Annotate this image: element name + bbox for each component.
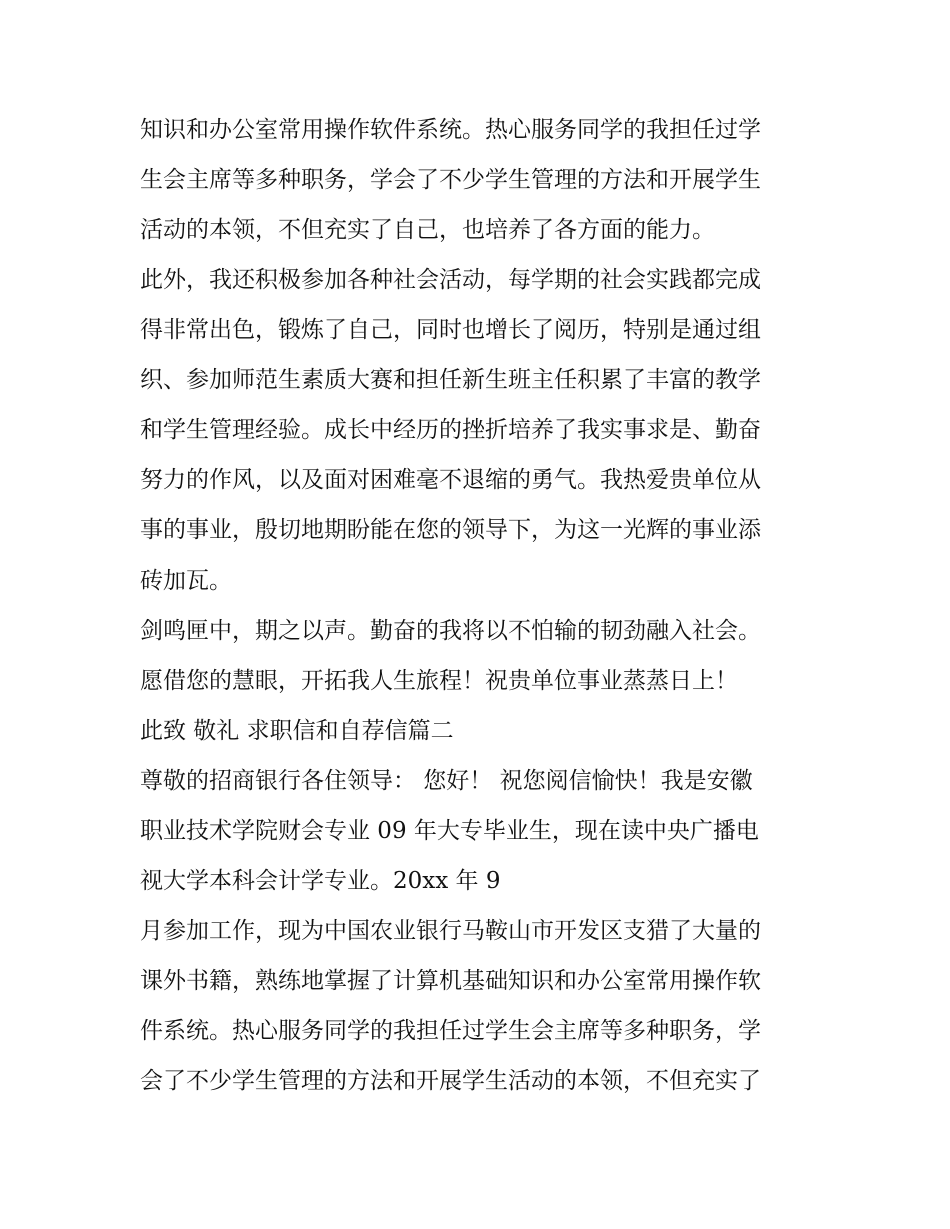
text-line: 知识和办公室常用操作软件系统。热心服务同学的我担任过学 (140, 117, 761, 143)
text-line: 剑鸣匣中，期之以声。勤奋的我将以不怕输的韧劲融入社会。 (140, 618, 761, 644)
text-line: 月参加工作，现为中国农业银行马鞍山市开发区支猎了大量的 (140, 918, 761, 944)
text-line: 活动的本领，不但充实了自己，也培养了各方面的能力。 (140, 217, 715, 243)
text-line: 愿借您的慧眼，开拓我人生旅程！祝贵单位事业蒸蒸日上！ (140, 668, 738, 694)
text-line: 此致 敬礼 求职信和自荐信篇二 (140, 718, 454, 744)
text-line: 此外，我还积极参加各种社会活动，每学期的社会实践都完成 (140, 267, 761, 293)
text-line: 得非常出色，锻炼了自己，同时也增长了阅历，特别是通过组 (140, 317, 761, 343)
text-line: 会了不少学生管理的方法和开展学生活动的本领，不但充实了 (140, 1068, 761, 1094)
text-line: 尊敬的招商银行各住领导： 您好！ 祝您阅信愉快！我是安徽 (140, 768, 753, 794)
text-line: 和学生管理经验。成长中经历的挫折培养了我实事求是、勤奋 (140, 417, 761, 443)
text-line: 课外书籍，熟练地掌握了计算机基础知识和办公室常用操作软 (140, 968, 761, 994)
text-line: 生会主席等多种职务，学会了不少学生管理的方法和开展学生 (140, 167, 761, 193)
text-line: 织、参加师范生素质大赛和担任新生班主任积累了丰富的教学 (140, 367, 761, 393)
text-line: 砖加瓦。 (140, 568, 232, 594)
text-line: 努力的作风，以及面对困难毫不退缩的勇气。我热爱贵单位从 (140, 467, 761, 493)
text-line: 件系统。热心服务同学的我担任过学生会主席等多种职务，学 (140, 1018, 761, 1044)
text-line: 视大学本科会计学专业。20xx 年 9 (140, 868, 501, 894)
text-line: 事的事业，殷切地期盼能在您的领导下，为这一光辉的事业添 (140, 517, 761, 543)
text-line: 职业技术学院财会专业 09 年大专毕业生，现在读中央广播电 (140, 818, 759, 844)
